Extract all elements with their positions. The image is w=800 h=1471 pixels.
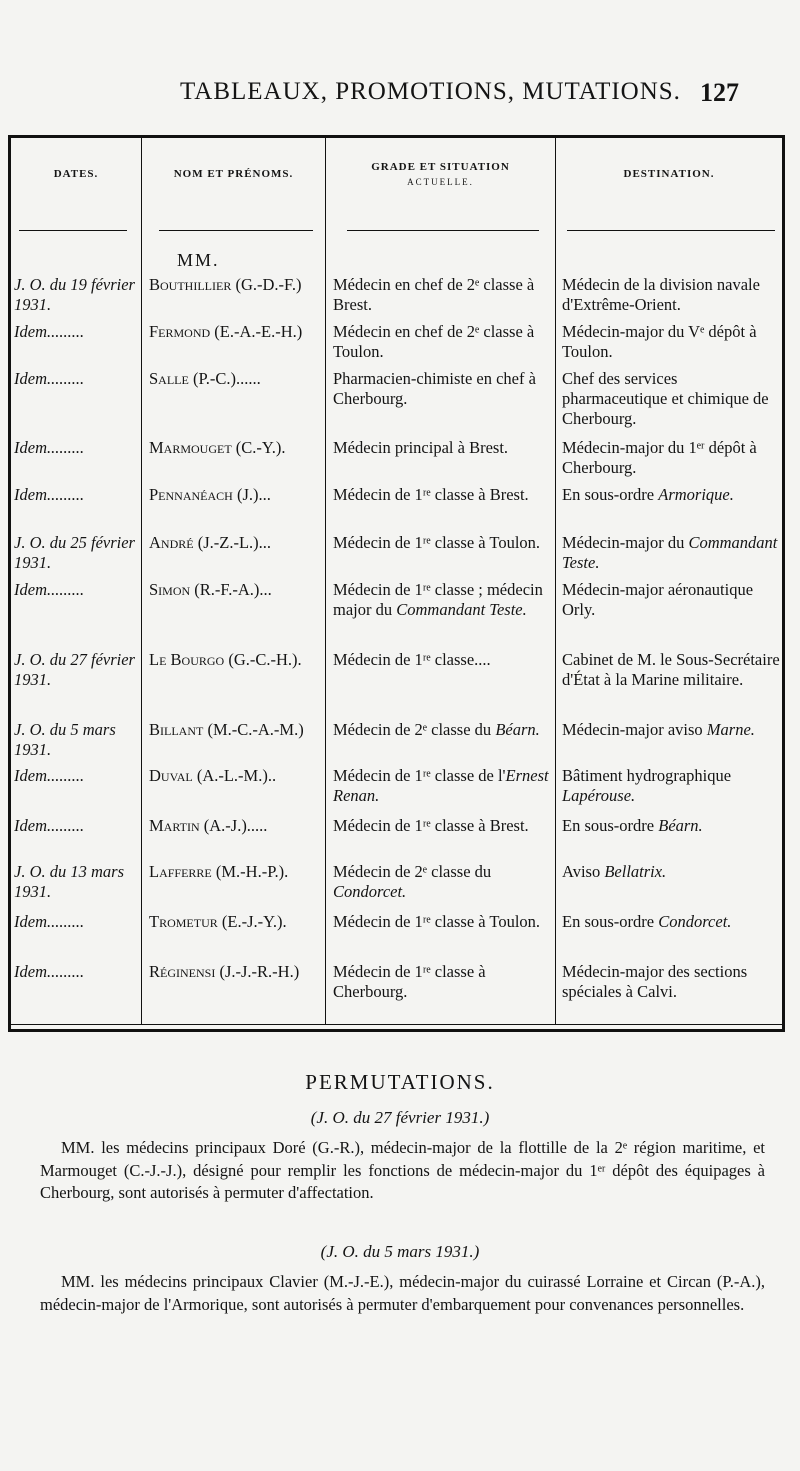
permutation-paragraph: MM. les médecins principaux Clavier (M.-J.-E.), médecin-major du cuirassé Lorraine et Circan (P.-A.), médecin-major de l'Armorique, sont autorisés à permuter d'embarquement pour convenances personnelles. (40, 1272, 765, 1314)
row-name: Pennanéach (J.)... (149, 485, 271, 504)
row-grade: Médecin de 1ʳᵉ classe à Brest. (333, 485, 529, 504)
row-name: Marmouget (C.-Y.). (149, 438, 286, 457)
row-destination: En sous-ordre Armorique. (562, 485, 734, 504)
row-name: Bouthillier (G.-D.-F.) (149, 275, 302, 294)
row-name: André (J.-Z.-L.)... (149, 533, 272, 552)
row-destination: Cabinet de M. le Sous-Secrétaire d'État à la Marine militaire. (562, 650, 780, 689)
row-date: J. O. du 27 février 1931. (14, 650, 135, 689)
row-name: Trometur (E.-J.-Y.). (149, 912, 287, 931)
row-date: Idem......... (14, 912, 85, 931)
row-grade: Médecin en chef de 2ᵉ classe à Brest. (333, 275, 535, 314)
row-destination: Médecin-major du 1ᵉʳ dépôt à Cherbourg. (562, 438, 757, 477)
row-grade: Médecin de 2ᵉ classe du Béarn. (333, 720, 540, 739)
header-rule (347, 230, 539, 231)
mm-label: MM. (177, 250, 220, 270)
page-title: TABLEAUX, PROMOTIONS, MUTATIONS. (180, 78, 681, 105)
row-date: Idem......... (14, 369, 85, 388)
row-grade: Médecin de 1ʳᵉ classe à Toulon. (333, 533, 541, 552)
row-destination: Médecin-major des sections spéciales à Calvi. (562, 962, 748, 1001)
row-date: Idem......... (14, 580, 85, 599)
row-destination: Médecin-major du Commandant Teste. (562, 533, 778, 572)
row-date: Idem......... (14, 962, 85, 981)
page-header (0, 78, 800, 118)
row-destination: Médecin-major du Vᵉ dépôt à Toulon. (562, 322, 757, 361)
row-name: Fermond (E.-A.-E.-H.) (149, 322, 303, 341)
permutation-date: (J. O. du 27 février 1931.) (310, 1108, 490, 1127)
row-destination: Médecin-major aviso Marne. (562, 720, 755, 739)
row-date: Idem......... (14, 485, 85, 504)
row-name: Billant (M.-C.-A.-M.) (149, 720, 304, 739)
row-grade: Médecin principal à Brest. (333, 438, 509, 457)
row-name: Simon (R.-F.-A.)... (149, 580, 272, 599)
row-date: Idem......... (14, 438, 85, 457)
column-header-name: NOM ET PRÉNOMS. (173, 168, 294, 180)
row-date: J. O. du 13 mars 1931. (14, 862, 124, 901)
row-destination: En sous-ordre Condorcet. (562, 912, 732, 931)
column-header-dates: DATES. (53, 168, 99, 180)
column-header-destination: DESTINATION. (623, 168, 715, 180)
row-grade: Médecin de 1ʳᵉ classe de l'Ernest Renan. (333, 766, 549, 805)
row-grade: Médecin de 2ᵉ classe du Condorcet. (333, 862, 492, 901)
column-divider (555, 138, 556, 1025)
row-name: Le Bourgo (G.-C.-H.). (149, 650, 302, 669)
header-rule (19, 230, 127, 231)
row-date: J. O. du 19 février 1931. (14, 275, 135, 314)
table-bottom-rule (11, 1024, 782, 1025)
header-rule (567, 230, 775, 231)
row-date: J. O. du 25 février 1931. (14, 533, 135, 572)
row-grade: Pharmacien-chimiste en chef à Cherbourg. (333, 369, 536, 408)
header-rule (159, 230, 313, 231)
row-grade: Médecin de 1ʳᵉ classe à Toulon. (333, 912, 541, 931)
row-date: Idem......... (14, 766, 85, 785)
row-destination: Médecin de la division navale d'Extrême-Orient. (562, 275, 760, 314)
row-destination: En sous-ordre Béarn. (562, 816, 703, 835)
row-name: Réginensi (J.-J.-R.-H.) (149, 962, 300, 981)
row-grade: Médecin de 1ʳᵉ classe ; médecin major du Commandant Teste. (333, 580, 543, 619)
permutations-title: PERMUTATIONS. (305, 1070, 495, 1094)
page-number: 127 (700, 78, 739, 107)
row-destination: Bâtiment hydrographique Lapérouse. (562, 766, 732, 805)
row-grade: Médecin en chef de 2ᵉ classe à Toulon. (333, 322, 535, 361)
column-header-grade: GRADE ET SITUATION ACTUELLE. (371, 161, 510, 187)
row-date: Idem......... (14, 816, 85, 835)
row-destination: Chef des services pharmaceutique et chimique de Cherbourg. (562, 369, 769, 428)
permutation-paragraph: MM. les médecins principaux Doré (G.-R.), médecin-major de la flottille de la 2ᵉ région maritime, et Marmouget (C.-J.-J.), désigné pour remplir les fonctions de médecin-major du 1ᵉʳ dépôt des équipages à Cherbourg, sont autorisés à permuter d'affectation. (40, 1138, 765, 1202)
row-date: Idem......... (14, 322, 85, 341)
row-grade: Médecin de 1ʳᵉ classe.... (333, 650, 491, 669)
row-date: J. O. du 5 mars 1931. (14, 720, 116, 759)
row-destination: Aviso Bellatrix. (562, 862, 667, 881)
promotions-table (8, 135, 785, 1032)
row-name: Duval (A.-L.-M.).. (149, 766, 277, 785)
row-destination: Médecin-major aéronautique Orly. (562, 580, 754, 619)
row-name: Lafferre (M.-H.-P.). (149, 862, 289, 881)
permutation-date: (J. O. du 5 mars 1931.) (320, 1242, 480, 1261)
row-grade: Médecin de 1ʳᵉ classe à Brest. (333, 816, 529, 835)
row-name: Salle (P.-C.)...... (149, 369, 261, 388)
row-name: Martin (A.-J.)..... (149, 816, 268, 835)
row-grade: Médecin de 1ʳᵉ classe à Cherbourg. (333, 962, 486, 1001)
